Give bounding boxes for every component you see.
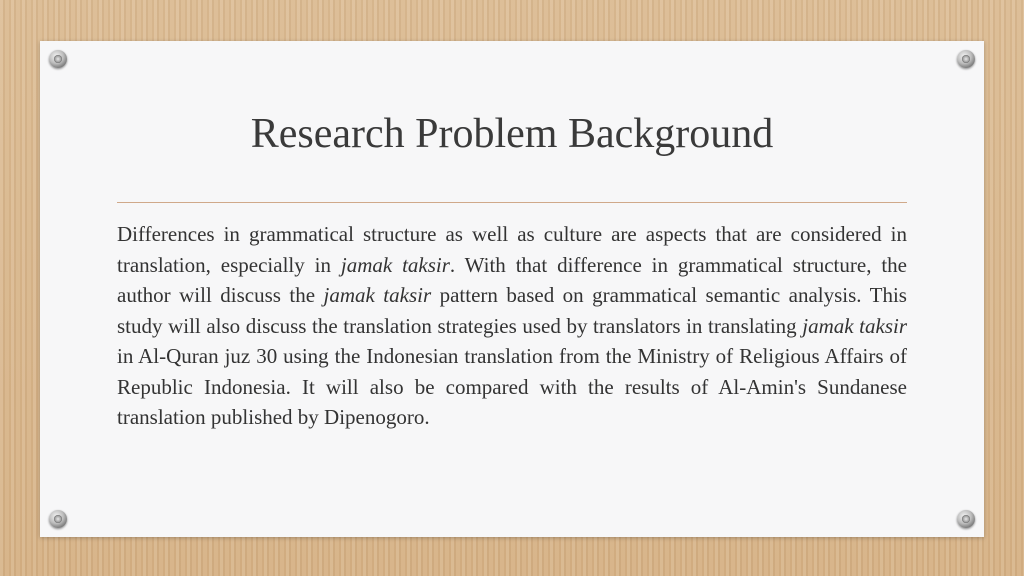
paragraph-segment: pattern based on grammatical semantic analysis. This study will also discuss the translation strategies used by translators in translating [117, 283, 907, 338]
pushpin-icon [49, 50, 67, 68]
paragraph-segment: Differences in grammatical structure as well as culture are aspects that are considered in translation, especially in [117, 222, 907, 277]
slide-card [40, 41, 984, 537]
paragraph-segment-italic: jamak taksir [802, 313, 908, 338]
paragraph-segment-italic: jamak taksir [340, 252, 450, 277]
paragraph-segment-italic: jamak taksir [323, 283, 432, 307]
paragraph-segment: in Al-Quran juz 30 using the Indonesian translation from the Ministry of Religious Affairs of Republic Indonesia. It will also be compared with the results of Al-Amin's Sundanese translation published by Dipenogoro. [117, 344, 907, 429]
pushpin-icon [957, 510, 975, 528]
body-paragraph [117, 219, 907, 433]
pushpin-icon [49, 510, 67, 528]
paragraph-segment: . With that difference in grammatical structure, the author will discuss the [117, 252, 907, 307]
title-divider [117, 202, 907, 203]
slide-title: Research Problem Background [250, 111, 774, 157]
pushpin-icon [957, 50, 975, 68]
